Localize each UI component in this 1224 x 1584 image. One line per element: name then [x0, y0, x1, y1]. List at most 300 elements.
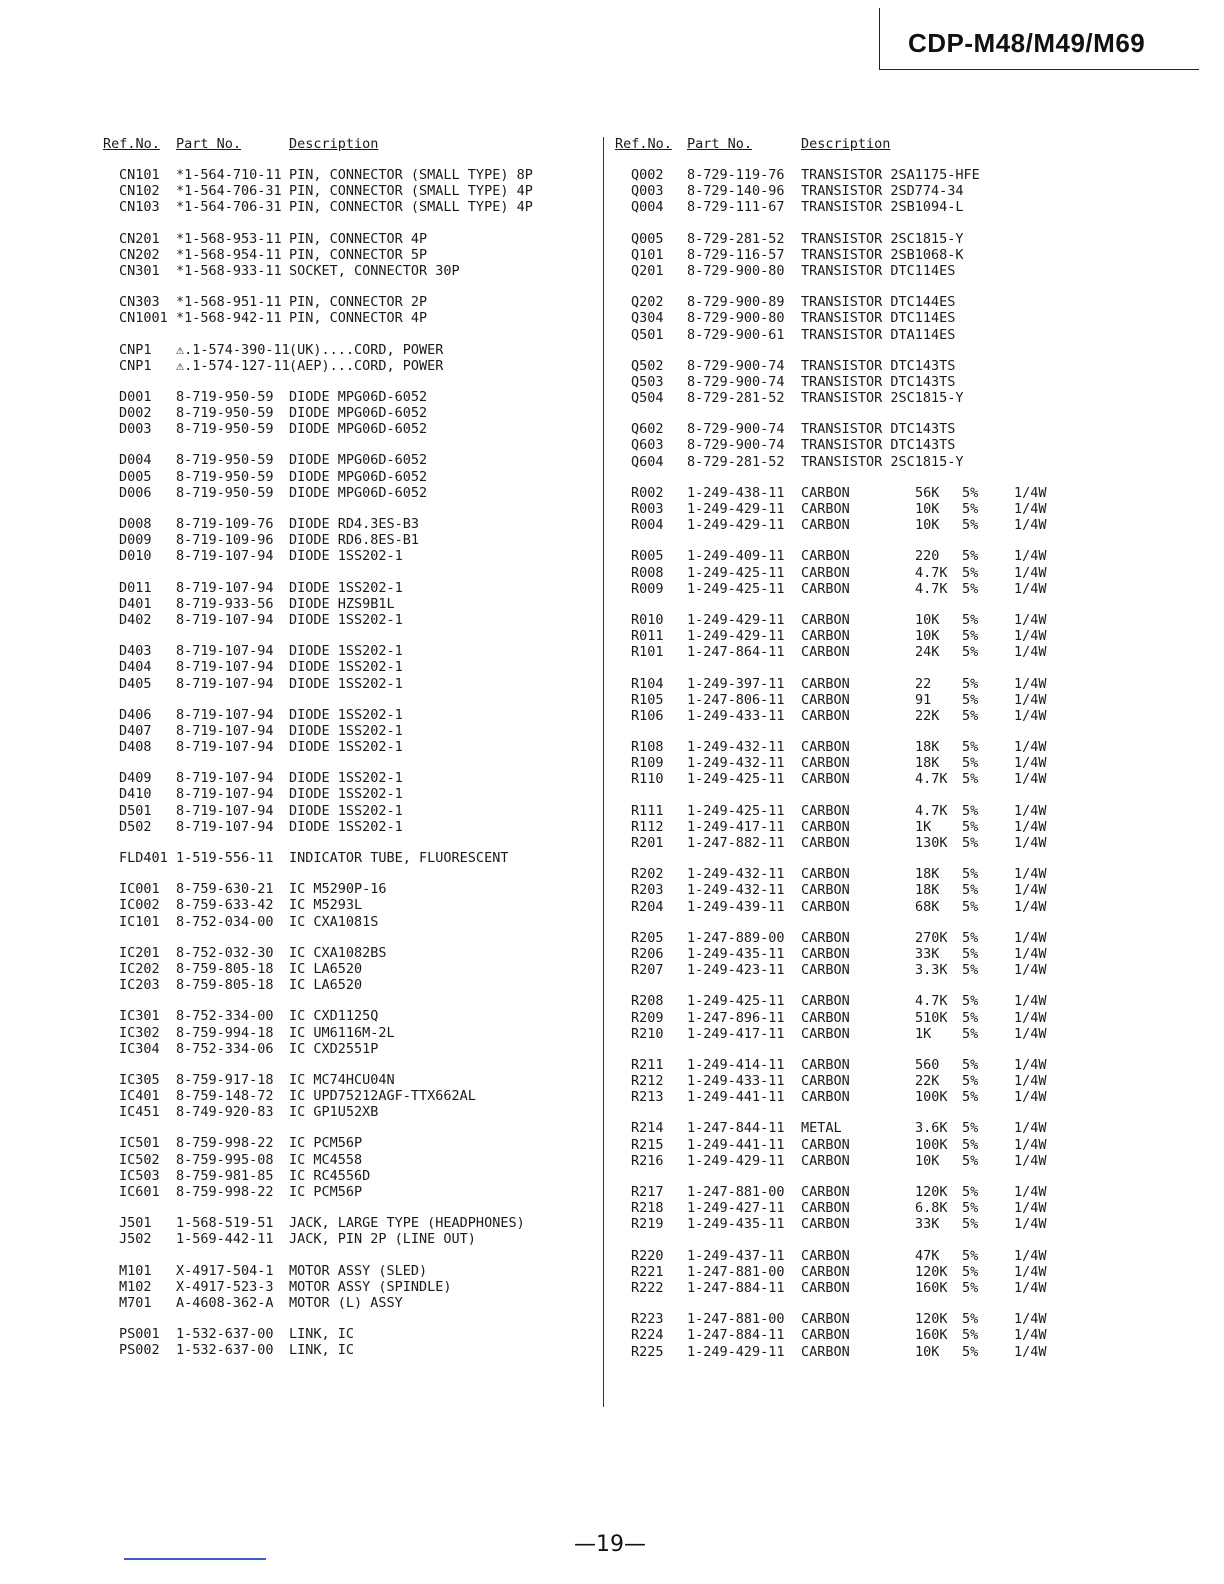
description: CARBON	[801, 707, 850, 724]
description: CARBON	[801, 898, 850, 915]
description: CARBON	[801, 1263, 850, 1280]
ref-no: Q502	[631, 357, 664, 374]
part-no: 8-729-281-52	[687, 453, 785, 470]
ref-no: D003	[119, 421, 152, 438]
description: CARBON	[801, 580, 850, 597]
part-no: 1-249-432-11	[687, 755, 785, 772]
description: CARBON	[801, 993, 850, 1010]
part-no: *1-568-954-11	[176, 246, 282, 263]
description: CARBON	[801, 755, 850, 772]
wattage: 1/4W	[1014, 866, 1047, 883]
ref-no: D004	[119, 452, 152, 469]
description: TRANSISTOR DTC143TS	[801, 421, 956, 438]
ref-no: D401	[119, 595, 152, 612]
description: TRANSISTOR DTC143TS	[801, 357, 956, 374]
part-no: 1-247-844-11	[687, 1120, 785, 1137]
resistance-value: 22K	[915, 1073, 940, 1090]
description: CARBON	[801, 675, 850, 692]
part-no: 1-249-409-11	[687, 548, 785, 565]
part-no: 8-729-900-89	[687, 294, 785, 311]
left-header-desc: Description	[289, 136, 379, 152]
part-no: 1-249-433-11	[687, 1073, 785, 1090]
wattage: 1/4W	[1014, 501, 1047, 517]
tolerance: 5%	[962, 564, 979, 581]
description: DIODE MPG06D-6052	[289, 484, 428, 501]
wattage: 1/4W	[1014, 882, 1047, 899]
tolerance: 5%	[962, 580, 979, 597]
tolerance: 5%	[962, 548, 979, 565]
wattage: 1/4W	[1014, 1089, 1047, 1106]
ref-no: Q202	[631, 294, 664, 311]
part-no: 8-759-998-22	[176, 1135, 274, 1152]
description: DIODE HZS9B1L	[289, 595, 395, 612]
tolerance: 5%	[962, 1089, 979, 1106]
part-no: 8-729-900-80	[687, 310, 785, 327]
description: CARBON	[801, 962, 850, 979]
resistance-value: 10K	[915, 628, 940, 645]
part-no: 8-729-900-74	[687, 373, 785, 390]
right-header-ref: Ref.No.	[615, 136, 672, 152]
wattage: 1/4W	[1014, 517, 1047, 534]
ref-no: CN202	[119, 246, 160, 263]
description: MOTOR ASSY (SLED)	[289, 1262, 428, 1279]
ref-no: R110	[631, 771, 664, 788]
description: CARBON	[801, 1073, 850, 1090]
part-no: 1-532-637-00	[176, 1342, 274, 1359]
resistance-value: 22K	[915, 707, 940, 724]
ref-no: R003	[631, 501, 664, 517]
resistance-value: 10K	[915, 501, 940, 517]
part-no: 8-719-107-94	[176, 802, 274, 819]
description: CARBON	[801, 835, 850, 851]
part-no: 1-247-881-00	[687, 1263, 785, 1280]
description: DIODE 1SS202-1	[289, 548, 403, 565]
resistance-value: 56K	[915, 484, 940, 501]
part-no: 1-247-882-11	[687, 835, 785, 851]
right-header-part: Part No.	[687, 136, 753, 152]
ref-no: FLD401	[119, 850, 168, 866]
description: METAL	[801, 1120, 842, 1137]
ref-no: Q602	[631, 421, 664, 438]
description: DIODE 1SS202-1	[289, 802, 403, 819]
resistance-value: 560	[915, 1056, 940, 1073]
tolerance: 5%	[962, 501, 979, 517]
description: PIN, CONNECTOR 2P	[289, 294, 428, 311]
resistance-value: 10K	[915, 611, 940, 628]
description: IC M5293L	[289, 897, 363, 914]
part-no: 8-719-933-56	[176, 595, 274, 612]
tolerance: 5%	[962, 707, 979, 724]
ref-no: D005	[119, 468, 152, 485]
ref-no: R204	[631, 898, 664, 915]
ref-no: R223	[631, 1311, 664, 1328]
part-no: 8-719-107-94	[176, 548, 274, 565]
ref-no: D002	[119, 405, 152, 422]
part-no: 1-249-432-11	[687, 739, 785, 756]
wattage: 1/4W	[1014, 675, 1047, 692]
resistance-value: 1K	[915, 818, 932, 835]
description: CARBON	[801, 1009, 850, 1026]
part-no: 1-569-442-11	[176, 1231, 274, 1248]
description: LINK, IC	[289, 1342, 355, 1359]
ref-no: D011	[119, 579, 152, 596]
description: IC LA6520	[289, 960, 363, 977]
resistance-value: 18K	[915, 755, 940, 772]
description: CARBON	[801, 802, 850, 819]
wattage: 1/4W	[1014, 1184, 1047, 1200]
tolerance: 5%	[962, 628, 979, 645]
ref-no: IC451	[119, 1104, 160, 1121]
description: TRANSISTOR DTA114ES	[801, 326, 956, 343]
resistance-value: 270K	[915, 929, 948, 946]
part-no: 1-249-429-11	[687, 611, 785, 628]
description: CARBON	[801, 1311, 850, 1328]
resistance-value: 3.6K	[915, 1120, 948, 1137]
ref-no: Q005	[631, 230, 664, 247]
ref-no: Q004	[631, 199, 664, 216]
description: CARBON	[801, 771, 850, 788]
part-no: 1-249-429-11	[687, 1152, 785, 1169]
description: CARBON	[801, 866, 850, 883]
part-no: 8-719-107-94	[176, 818, 274, 835]
description: CARBON	[801, 818, 850, 835]
resistance-value: 120K	[915, 1184, 948, 1200]
part-no: 1-249-425-11	[687, 993, 785, 1010]
description: JACK, LARGE TYPE (HEADPHONES)	[289, 1215, 525, 1232]
column-divider	[603, 137, 604, 1407]
ref-no: Q304	[631, 310, 664, 327]
description: DIODE 1SS202-1	[289, 818, 403, 835]
part-no: 1-249-417-11	[687, 818, 785, 835]
ref-no: R202	[631, 866, 664, 883]
ref-no: R212	[631, 1073, 664, 1090]
part-no: 8-719-950-59	[176, 452, 274, 469]
resistance-value: 120K	[915, 1311, 948, 1328]
wattage: 1/4W	[1014, 611, 1047, 628]
part-no: 8-719-107-94	[176, 659, 274, 676]
ref-no: R104	[631, 675, 664, 692]
ref-no: M701	[119, 1294, 152, 1311]
wattage: 1/4W	[1014, 1247, 1047, 1264]
resistance-value: 160K	[915, 1327, 948, 1344]
part-no: 8-729-900-80	[687, 262, 785, 279]
part-no: 1-249-417-11	[687, 1025, 785, 1042]
part-no: 8-719-107-94	[176, 739, 274, 756]
ref-no: D010	[119, 548, 152, 565]
tolerance: 5%	[962, 1327, 979, 1344]
ref-no: D501	[119, 802, 152, 819]
ref-no: R010	[631, 611, 664, 628]
description: CARBON	[801, 1089, 850, 1106]
ref-no: R217	[631, 1184, 664, 1200]
description: CARBON	[801, 1056, 850, 1073]
resistance-value: 4.7K	[915, 993, 948, 1010]
ref-no: IC502	[119, 1151, 160, 1168]
description: IC MC74HCU04N	[289, 1071, 395, 1088]
description: IC LA6520	[289, 977, 363, 994]
resistance-value: 47K	[915, 1247, 940, 1264]
ref-no: CN201	[119, 230, 160, 247]
ref-no: D502	[119, 818, 152, 835]
tolerance: 5%	[962, 644, 979, 661]
description: CARBON	[801, 1152, 850, 1169]
left-header-ref: Ref.No.	[103, 136, 160, 152]
part-no: 1-568-519-51	[176, 1215, 274, 1232]
part-no: 1-249-429-11	[687, 517, 785, 534]
resistance-value: 4.7K	[915, 771, 948, 788]
ref-no: R009	[631, 580, 664, 597]
description: DIODE MPG06D-6052	[289, 405, 428, 422]
ref-no: R201	[631, 835, 664, 851]
part-no: 8-759-917-18	[176, 1071, 274, 1088]
part-no: 8-729-900-61	[687, 326, 785, 343]
part-no: 8-729-119-76	[687, 167, 785, 183]
part-no: 8-719-950-59	[176, 468, 274, 485]
description: DIODE 1SS202-1	[289, 611, 403, 628]
left-header-part: Part No.	[176, 136, 242, 152]
ref-no: R222	[631, 1279, 664, 1296]
description: IC RC4556D	[289, 1167, 371, 1184]
description: DIODE MPG06D-6052	[289, 452, 428, 469]
tolerance: 5%	[962, 611, 979, 628]
tolerance: 5%	[962, 1025, 979, 1042]
part-no: 8-719-107-94	[176, 579, 274, 596]
resistance-value: 4.7K	[915, 802, 948, 819]
tolerance: 5%	[962, 1247, 979, 1264]
ref-no: CNP1	[119, 341, 152, 358]
ref-no: CNP1	[119, 357, 152, 374]
description: TRANSISTOR 2SC1815-Y	[801, 390, 964, 407]
resistance-value: 10K	[915, 1152, 940, 1169]
description: PIN, CONNECTOR (SMALL TYPE) 8P	[289, 167, 533, 183]
part-no: *1-564-706-31	[176, 199, 282, 216]
ref-no: R108	[631, 739, 664, 756]
resistance-value: 160K	[915, 1279, 948, 1296]
description: (AEP)...CORD, POWER	[289, 357, 444, 374]
description: DIODE RD6.8ES-B1	[289, 532, 420, 549]
description: CARBON	[801, 564, 850, 581]
ref-no: IC202	[119, 960, 160, 977]
description: TRANSISTOR 2SB1068-K	[801, 246, 964, 263]
part-no: *1-564-710-11	[176, 167, 282, 183]
part-no: 8-759-995-08	[176, 1151, 274, 1168]
description: DIODE MPG06D-6052	[289, 468, 428, 485]
part-no: 8-759-805-18	[176, 960, 274, 977]
description: CARBON	[801, 501, 850, 517]
ref-no: D405	[119, 675, 152, 692]
tolerance: 5%	[962, 1200, 979, 1217]
wattage: 1/4W	[1014, 707, 1047, 724]
ref-no: CN301	[119, 262, 160, 279]
ref-no: Q503	[631, 373, 664, 390]
part-no: 8-752-334-06	[176, 1040, 274, 1057]
description: IC PCM56P	[289, 1184, 363, 1200]
part-no: 8-719-109-76	[176, 516, 274, 532]
part-no: 8-759-994-18	[176, 1024, 274, 1041]
part-no: 8-719-107-94	[176, 722, 274, 739]
part-no: 1-247-806-11	[687, 691, 785, 708]
description: TRANSISTOR DTC114ES	[801, 262, 956, 279]
ref-no: D407	[119, 722, 152, 739]
resistance-value: 3.3K	[915, 962, 948, 979]
ref-no: D402	[119, 611, 152, 628]
part-no: 8-749-920-83	[176, 1104, 274, 1121]
tolerance: 5%	[962, 691, 979, 708]
part-no: 8-719-950-59	[176, 405, 274, 422]
wattage: 1/4W	[1014, 898, 1047, 915]
resistance-value: 6.8K	[915, 1200, 948, 1217]
part-no: 1-249-425-11	[687, 771, 785, 788]
ref-no: Q101	[631, 246, 664, 263]
resistance-value: 18K	[915, 866, 940, 883]
description: DIODE 1SS202-1	[289, 706, 403, 723]
description: TRANSISTOR 2SA1175-HFE	[801, 167, 980, 183]
description: TRANSISTOR 2SC1815-Y	[801, 230, 964, 247]
part-no: 1-249-425-11	[687, 564, 785, 581]
part-no: 8-752-034-00	[176, 913, 274, 930]
ref-no: R209	[631, 1009, 664, 1026]
title-vertical-rule	[879, 8, 880, 70]
description: DIODE 1SS202-1	[289, 786, 403, 803]
wattage: 1/4W	[1014, 1152, 1047, 1169]
ref-no: R214	[631, 1120, 664, 1137]
part-no: ⚠.1-574-127-11	[176, 357, 290, 374]
part-no: 8-759-998-22	[176, 1184, 274, 1200]
ref-no: R206	[631, 945, 664, 962]
part-no: *1-568-953-11	[176, 230, 282, 247]
ref-no: R008	[631, 564, 664, 581]
ref-no: PS002	[119, 1342, 160, 1359]
part-no: 1-249-423-11	[687, 962, 785, 979]
part-no: 8-729-111-67	[687, 199, 785, 216]
ref-no: IC501	[119, 1135, 160, 1152]
ref-no: Q603	[631, 437, 664, 454]
part-no: 1-249-429-11	[687, 501, 785, 517]
description: TRANSISTOR 2SD774-34	[801, 183, 964, 200]
tolerance: 5%	[962, 929, 979, 946]
resistance-value: 100K	[915, 1136, 948, 1153]
wattage: 1/4W	[1014, 484, 1047, 501]
description: PIN, CONNECTOR 5P	[289, 246, 428, 263]
description: LINK, IC	[289, 1326, 355, 1343]
tolerance: 5%	[962, 1073, 979, 1090]
part-no: 1-249-432-11	[687, 866, 785, 883]
part-no: 8-719-950-59	[176, 388, 274, 405]
ref-no: R219	[631, 1216, 664, 1233]
ref-no: IC002	[119, 897, 160, 914]
ref-no: D009	[119, 532, 152, 549]
resistance-value: 4.7K	[915, 580, 948, 597]
description: DIODE 1SS202-1	[289, 739, 403, 756]
ref-no: R203	[631, 882, 664, 899]
tolerance: 5%	[962, 1184, 979, 1200]
wattage: 1/4W	[1014, 739, 1047, 756]
ref-no: CN1001	[119, 310, 168, 327]
title-horizontal-rule	[879, 69, 1199, 70]
part-no: 1-249-427-11	[687, 1200, 785, 1217]
description: TRANSISTOR DTC144ES	[801, 294, 956, 311]
description: TRANSISTOR DTC114ES	[801, 310, 956, 327]
part-no: 1-249-425-11	[687, 580, 785, 597]
resistance-value: 220	[915, 548, 940, 565]
resistance-value: 91	[915, 691, 932, 708]
ref-no: Q501	[631, 326, 664, 343]
tolerance: 5%	[962, 898, 979, 915]
part-no: 8-752-334-00	[176, 1008, 274, 1025]
part-no: 1-247-864-11	[687, 644, 785, 661]
description: CARBON	[801, 628, 850, 645]
tolerance: 5%	[962, 993, 979, 1010]
resistance-value: 510K	[915, 1009, 948, 1026]
resistance-value: 10K	[915, 517, 940, 534]
tolerance: 5%	[962, 962, 979, 979]
ref-no: CN102	[119, 183, 160, 200]
ref-no: R106	[631, 707, 664, 724]
ref-no: IC101	[119, 913, 160, 930]
part-no: 8-719-107-94	[176, 770, 274, 787]
tolerance: 5%	[962, 818, 979, 835]
ref-no: PS001	[119, 1326, 160, 1343]
part-no: 1-532-637-00	[176, 1326, 274, 1343]
part-no: 8-759-148-72	[176, 1088, 274, 1105]
part-no: 8-752-032-30	[176, 944, 274, 961]
ref-no: Q604	[631, 453, 664, 470]
ref-no: R213	[631, 1089, 664, 1106]
wattage: 1/4W	[1014, 628, 1047, 645]
part-no: 8-759-630-21	[176, 881, 274, 898]
description: CARBON	[801, 1247, 850, 1264]
wattage: 1/4W	[1014, 818, 1047, 835]
description: PIN, CONNECTOR 4P	[289, 230, 428, 247]
description: CARBON	[801, 1216, 850, 1233]
description: IC CXA1081S	[289, 913, 379, 930]
ref-no: R218	[631, 1200, 664, 1217]
wattage: 1/4W	[1014, 993, 1047, 1010]
ref-no: R011	[631, 628, 664, 645]
wattage: 1/4W	[1014, 962, 1047, 979]
resistance-value: 22	[915, 675, 932, 692]
description: CARBON	[801, 611, 850, 628]
wattage: 1/4W	[1014, 548, 1047, 565]
description: CARBON	[801, 1025, 850, 1042]
ref-no: IC301	[119, 1008, 160, 1025]
resistance-value: 4.7K	[915, 564, 948, 581]
wattage: 1/4W	[1014, 755, 1047, 772]
part-no: 8-729-900-74	[687, 437, 785, 454]
description: CARBON	[801, 1327, 850, 1344]
tolerance: 5%	[962, 1136, 979, 1153]
description: (UK)....CORD, POWER	[289, 341, 444, 358]
description: SOCKET, CONNECTOR 30P	[289, 262, 460, 279]
description: TRANSISTOR DTC143TS	[801, 373, 956, 390]
part-no: 1-247-889-00	[687, 929, 785, 946]
wattage: 1/4W	[1014, 1120, 1047, 1137]
part-no: 1-249-429-11	[687, 1343, 785, 1360]
description: DIODE 1SS202-1	[289, 643, 403, 660]
ref-no: CN101	[119, 167, 160, 183]
ref-no: Q201	[631, 262, 664, 279]
description: CARBON	[801, 882, 850, 899]
wattage: 1/4W	[1014, 1343, 1047, 1360]
description: TRANSISTOR 2SC1815-Y	[801, 453, 964, 470]
ref-no: D006	[119, 484, 152, 501]
description: PIN, CONNECTOR (SMALL TYPE) 4P	[289, 183, 533, 200]
description: CARBON	[801, 644, 850, 661]
ref-no: CN103	[119, 199, 160, 216]
tolerance: 5%	[962, 1279, 979, 1296]
wattage: 1/4W	[1014, 644, 1047, 661]
resistance-value: 120K	[915, 1263, 948, 1280]
